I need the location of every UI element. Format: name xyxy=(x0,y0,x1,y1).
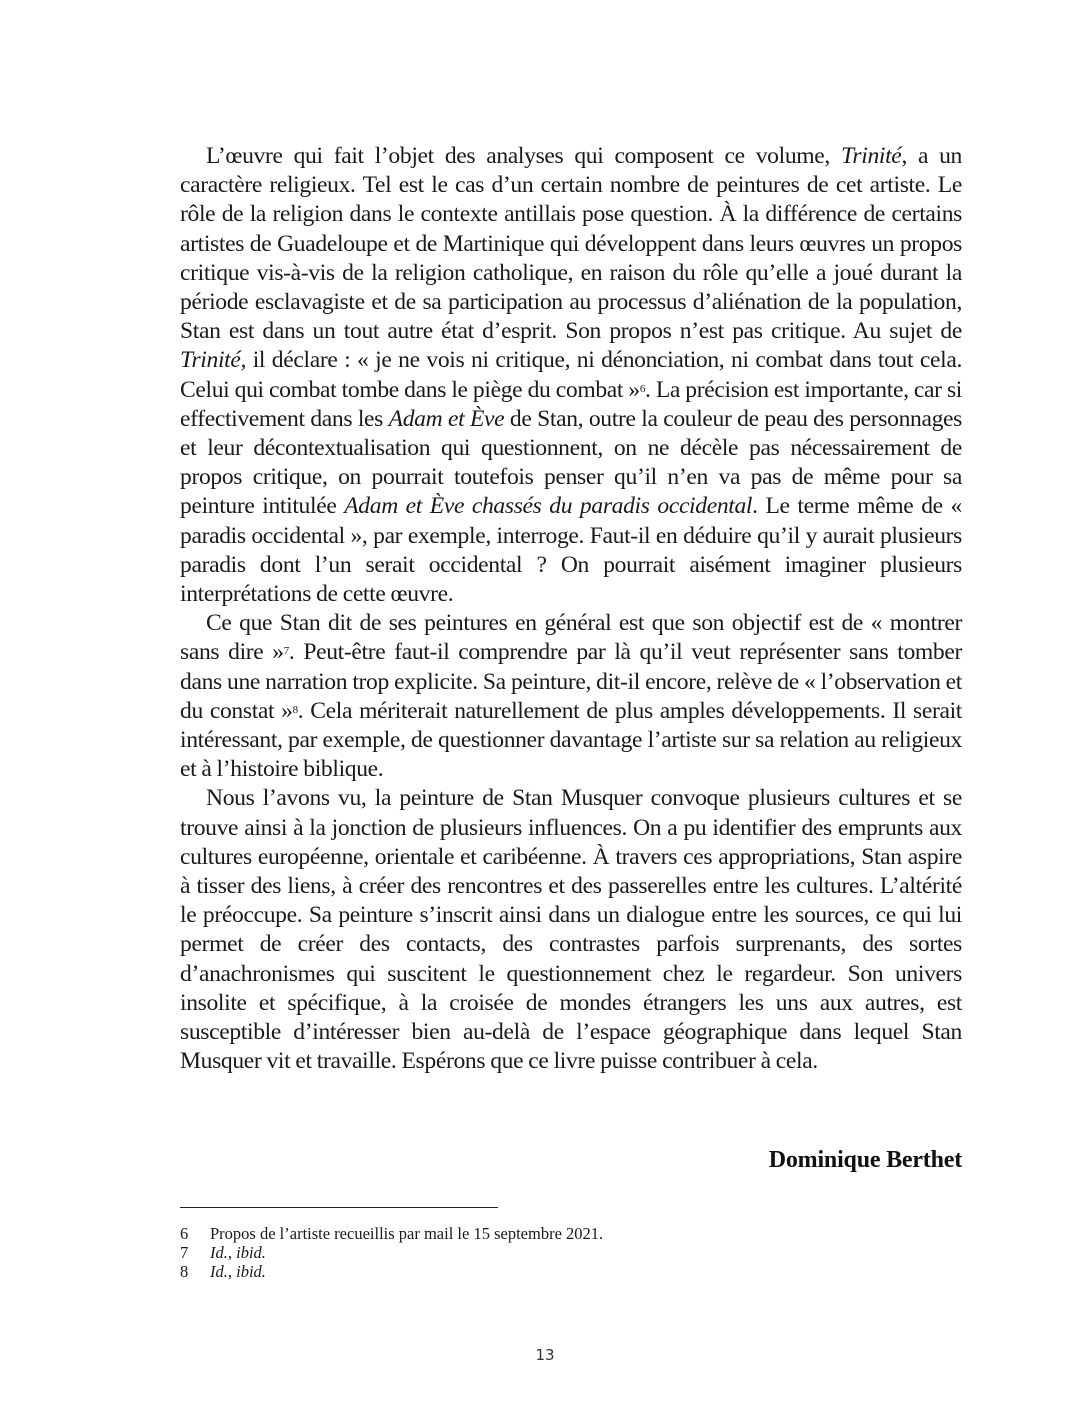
footnote xyxy=(180,1262,880,1281)
italic-text: Adam et Ève xyxy=(388,405,505,432)
footnote-reference[interactable]: 8 xyxy=(292,703,298,716)
author-signature: Dominique Berthet xyxy=(768,1147,962,1173)
paragraph xyxy=(180,142,962,609)
page-number: 13 xyxy=(535,1346,555,1364)
footnote-number: 8 xyxy=(180,1262,189,1282)
text-run: de Stan, outre la couleur de peau des personnages et leur décontextualisation qui questionnent, on ne décèle pas nécessairement de propos critique, on pourrait toutefois penser qu’il n’en va pas de même pour sa peinture intitulée xyxy=(180,405,962,520)
footnote-reference[interactable]: 7 xyxy=(283,645,289,658)
text-run: . Cela mériterait naturellement de plus amples développements. Il serait intéressant, par exemple, de questionner davantage l’artiste sur sa relation au religieux et à l’histoire biblique. xyxy=(180,697,962,783)
footnote-reference[interactable]: 6 xyxy=(639,382,645,395)
text-run: . Peut-être faut-il comprendre par là qu’il veut représenter sans tomber dans une narration trop explicite. Sa peinture, dit-il encore, relève de « l’observation et du constat » xyxy=(180,639,962,724)
footnote-text xyxy=(210,1262,266,1281)
paragraph xyxy=(180,609,962,784)
paragraph xyxy=(180,784,962,1076)
text-run: . Le terme même de « paradis occidental », par exemple, interroge. Faut-il en déduire qu’il y aurait plusieurs paradis dont l’un serait occidental ? On pourrait aisément imaginer plusieurs interprétations de cette œuvre. xyxy=(180,493,962,608)
text-run: , xyxy=(227,1243,237,1263)
text-run: . La précision est importante, car si effectivement dans les xyxy=(180,376,962,432)
footnote-text xyxy=(210,1243,266,1262)
italic-text: Trinité, xyxy=(180,347,247,374)
text-run: , xyxy=(227,1262,237,1282)
footnote-text xyxy=(210,1224,603,1243)
footnote-number: 6 xyxy=(180,1224,189,1243)
italic-text: Id. xyxy=(210,1262,228,1282)
italic-text: Adam et Ève chassés du paradis occidental xyxy=(344,493,753,520)
footnotes xyxy=(180,1224,880,1282)
text-run: L’œuvre qui fait l’objet des analyses qui composent ce volume, xyxy=(206,143,841,169)
italic-text: Id. xyxy=(210,1243,228,1263)
italic-text: ibid. xyxy=(236,1243,266,1263)
text-run: Ce que Stan dit de ses peintures en général est que son objectif est de « montrer sans dire » xyxy=(180,610,962,666)
text-run: il déclare : « je ne vois ni critique, ni dénonciation, ni combat dans tout cela. Celui qui combat tombe dans le piège du combat » xyxy=(180,347,962,403)
footnote-divider xyxy=(180,1207,498,1208)
body-text xyxy=(180,142,962,1077)
text-run: Propos de l’artiste recueillis par mail le 15 septembre 2021. xyxy=(210,1224,604,1243)
footnote xyxy=(180,1224,880,1243)
text-run: Nous l’avons vu, la peinture de Stan Musquer convoque plusieurs cultures et se trouve ainsi à la jonction de plusieurs influences. On a pu identifier des emprunts aux cultures européenne, orientale et caribéenne. À travers ces appropriations, Stan aspire à tisser des liens, à créer des rencontres et des passerelles entre les cultures. L’altérité le préoccupe. Sa peinture s’inscrit ainsi dans un dialogue entre les sources, ce qui lui permet de créer des contacts, des contrastes parfois surprenants, des sortes d’anachronismes qui suscitent le questionnement chez le regardeur. Son univers insolite et spécifique, à la croisée de mondes étrangers les uns aux autres, est susceptible d’intéresser bien au-delà de l’espace géographique dans lequel Stan Musquer vit et travaille. Espérons que ce livre puisse contribuer à cela. xyxy=(180,785,962,1075)
text-run: , a un caractère religieux. Tel est le cas d’un certain nombre de peintures de cet artiste. Le rôle de la religion dans le contexte antillais pose question. À la différence de certains artistes de Guadeloupe et de Martinique qui développent dans leurs œuvres un propos critique vis-à-vis de la religion catholique, en raison du rôle qu’elle a joué durant la période esclavagiste et de sa participation au processus d’aliénation de la population, Stan est dans un tout autre état d’esprit. Son propos n’est pas critique. Au sujet de xyxy=(180,143,962,345)
footnote xyxy=(180,1243,880,1262)
italic-text: ibid. xyxy=(236,1262,266,1282)
italic-text: Trinité xyxy=(840,143,902,169)
footnote-number: 7 xyxy=(180,1243,189,1263)
